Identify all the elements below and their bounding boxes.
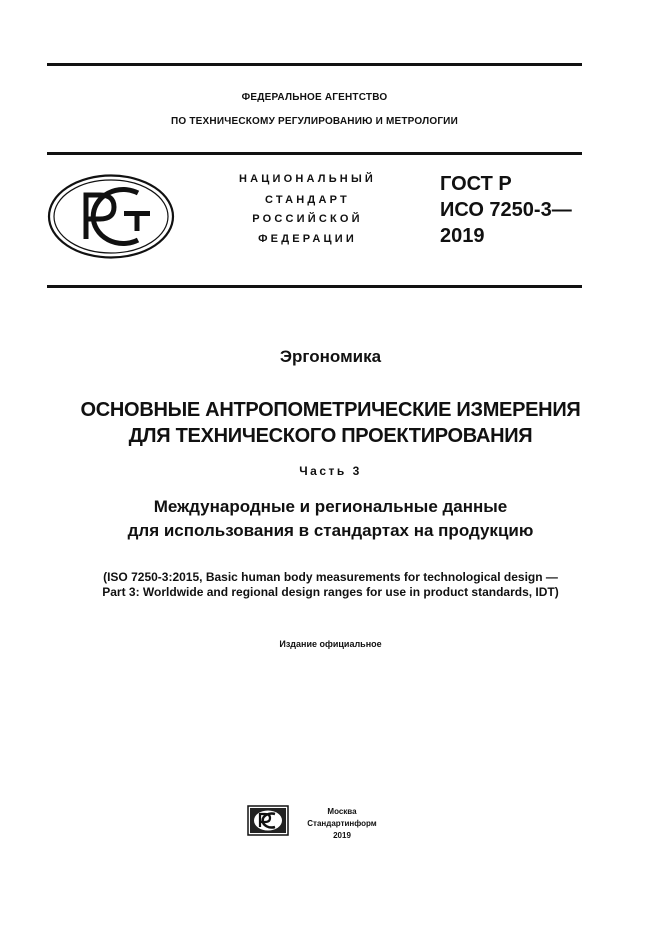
iso-reference-line-1: (ISO 7250-3:2015, Basic human body measurements for technological design —: [103, 570, 558, 584]
section-rule: [47, 285, 582, 288]
subtitle-line-1: Международные и региональные данные: [153, 497, 508, 516]
agency-line-1: ФЕДЕРАЛЬНОЕ АГЕНТСТВО: [241, 92, 388, 103]
header-rule: [47, 152, 582, 155]
standard-word-1: НАЦИОНАЛЬНЫЙ: [238, 173, 377, 185]
part-label: Часть 3: [299, 464, 362, 478]
gost-r-logo-icon: [46, 173, 176, 260]
designation-line-1: ГОСТ Р: [440, 173, 512, 195]
standard-word-3: РОССИЙСКОЙ: [252, 213, 363, 225]
main-title-line-2: ДЛЯ ТЕХНИЧЕСКОГО ПРОЕКТИРОВАНИЯ: [128, 425, 533, 447]
standard-word-4: ФЕДЕРАЦИИ: [258, 233, 357, 245]
edition-label: Издание официальное: [279, 639, 382, 649]
main-title-line-1: ОСНОВНЫЕ АНТРОПОМЕТРИЧЕСКИЕ ИЗМЕРЕНИЯ: [80, 399, 581, 421]
agency-line-2: ПО ТЕХНИЧЕСКОМУ РЕГУЛИРОВАНИЮ И МЕТРОЛОГИИ: [171, 116, 458, 127]
publisher-name: Стандартинформ: [307, 819, 377, 828]
publisher-city: Москва: [327, 807, 357, 816]
iso-reference-line-2: Part 3: Worldwide and regional design ranges for use in product standards, IDT): [102, 585, 559, 599]
standartinform-logo-icon: [247, 805, 289, 836]
publisher-year: 2019: [333, 831, 351, 840]
designation-line-3: 2019: [440, 225, 485, 247]
subtitle-line-2: для использования в стандартах на продукцию: [127, 521, 534, 540]
field-title: Эргономика: [279, 347, 382, 366]
standard-word-2: СТАНДАРТ: [265, 194, 350, 206]
designation-line-2: ИСО 7250-3—: [440, 199, 572, 221]
top-rule: [47, 63, 582, 66]
